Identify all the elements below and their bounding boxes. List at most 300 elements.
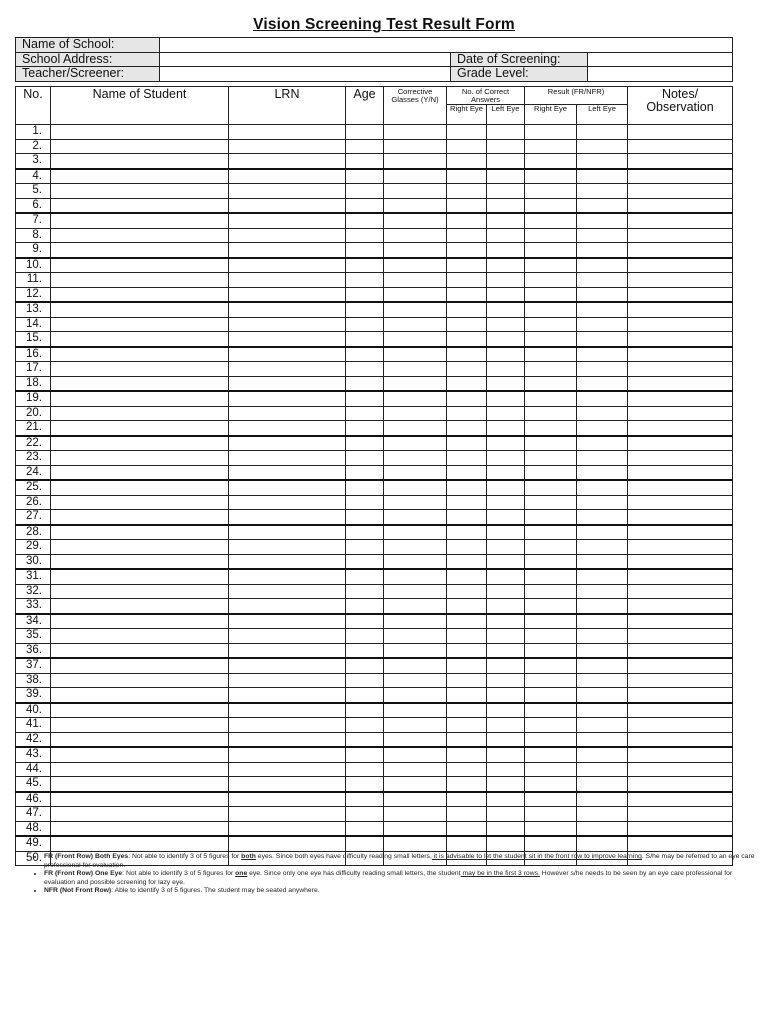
notes-cell[interactable] bbox=[628, 792, 733, 807]
lrn-cell[interactable] bbox=[229, 673, 346, 688]
name-cell[interactable] bbox=[51, 614, 229, 629]
answers-right-cell[interactable] bbox=[447, 495, 487, 510]
answers-left-cell[interactable] bbox=[487, 154, 525, 169]
result-left-cell[interactable] bbox=[577, 584, 628, 599]
lrn-cell[interactable] bbox=[229, 139, 346, 154]
lrn-cell[interactable] bbox=[229, 703, 346, 718]
result-right-cell[interactable] bbox=[525, 391, 577, 406]
answers-left-cell[interactable] bbox=[487, 658, 525, 673]
answers-right-cell[interactable] bbox=[447, 584, 487, 599]
lrn-cell[interactable] bbox=[229, 525, 346, 540]
glasses-cell[interactable] bbox=[384, 747, 447, 762]
answers-right-cell[interactable] bbox=[447, 465, 487, 480]
age-cell[interactable] bbox=[346, 510, 384, 525]
notes-cell[interactable] bbox=[628, 154, 733, 169]
lrn-cell[interactable] bbox=[229, 362, 346, 377]
name-cell[interactable] bbox=[51, 198, 229, 213]
name-cell[interactable] bbox=[51, 169, 229, 184]
answers-right-cell[interactable] bbox=[447, 658, 487, 673]
result-right-cell[interactable] bbox=[525, 688, 577, 703]
result-left-cell[interactable] bbox=[577, 184, 628, 199]
name-cell[interactable] bbox=[51, 673, 229, 688]
age-cell[interactable] bbox=[346, 139, 384, 154]
glasses-cell[interactable] bbox=[384, 525, 447, 540]
result-left-cell[interactable] bbox=[577, 540, 628, 555]
result-right-cell[interactable] bbox=[525, 732, 577, 747]
result-right-cell[interactable] bbox=[525, 658, 577, 673]
result-left-cell[interactable] bbox=[577, 569, 628, 584]
name-cell[interactable] bbox=[51, 525, 229, 540]
result-right-cell[interactable] bbox=[525, 465, 577, 480]
answers-left-cell[interactable] bbox=[487, 421, 525, 436]
answers-right-cell[interactable] bbox=[447, 184, 487, 199]
glasses-cell[interactable] bbox=[384, 139, 447, 154]
age-cell[interactable] bbox=[346, 421, 384, 436]
answers-left-cell[interactable] bbox=[487, 688, 525, 703]
answers-left-cell[interactable] bbox=[487, 332, 525, 347]
name-cell[interactable] bbox=[51, 154, 229, 169]
name-cell[interactable] bbox=[51, 125, 229, 140]
result-left-cell[interactable] bbox=[577, 732, 628, 747]
lrn-cell[interactable] bbox=[229, 732, 346, 747]
answers-right-cell[interactable] bbox=[447, 777, 487, 792]
result-left-cell[interactable] bbox=[577, 525, 628, 540]
lrn-cell[interactable] bbox=[229, 643, 346, 658]
result-left-cell[interactable] bbox=[577, 243, 628, 258]
result-left-cell[interactable] bbox=[577, 347, 628, 362]
answers-left-cell[interactable] bbox=[487, 599, 525, 614]
age-cell[interactable] bbox=[346, 480, 384, 495]
answers-right-cell[interactable] bbox=[447, 125, 487, 140]
answers-right-cell[interactable] bbox=[447, 703, 487, 718]
age-cell[interactable] bbox=[346, 391, 384, 406]
answers-right-cell[interactable] bbox=[447, 762, 487, 777]
age-cell[interactable] bbox=[346, 554, 384, 569]
age-cell[interactable] bbox=[346, 154, 384, 169]
answers-left-cell[interactable] bbox=[487, 718, 525, 733]
lrn-cell[interactable] bbox=[229, 480, 346, 495]
glasses-cell[interactable] bbox=[384, 540, 447, 555]
answers-right-cell[interactable] bbox=[447, 436, 487, 451]
answers-left-cell[interactable] bbox=[487, 139, 525, 154]
result-right-cell[interactable] bbox=[525, 317, 577, 332]
glasses-cell[interactable] bbox=[384, 673, 447, 688]
date-of-screening-field[interactable] bbox=[588, 52, 733, 67]
result-left-cell[interactable] bbox=[577, 273, 628, 288]
result-right-cell[interactable] bbox=[525, 184, 577, 199]
result-right-cell[interactable] bbox=[525, 762, 577, 777]
answers-left-cell[interactable] bbox=[487, 554, 525, 569]
glasses-cell[interactable] bbox=[384, 362, 447, 377]
notes-cell[interactable] bbox=[628, 451, 733, 466]
answers-right-cell[interactable] bbox=[447, 332, 487, 347]
name-cell[interactable] bbox=[51, 258, 229, 273]
notes-cell[interactable] bbox=[628, 169, 733, 184]
result-right-cell[interactable] bbox=[525, 643, 577, 658]
answers-left-cell[interactable] bbox=[487, 480, 525, 495]
glasses-cell[interactable] bbox=[384, 213, 447, 228]
result-right-cell[interactable] bbox=[525, 139, 577, 154]
name-cell[interactable] bbox=[51, 658, 229, 673]
answers-right-cell[interactable] bbox=[447, 198, 487, 213]
name-cell[interactable] bbox=[51, 302, 229, 317]
answers-right-cell[interactable] bbox=[447, 673, 487, 688]
age-cell[interactable] bbox=[346, 302, 384, 317]
teacher-screener-field[interactable] bbox=[160, 67, 451, 82]
lrn-cell[interactable] bbox=[229, 406, 346, 421]
notes-cell[interactable] bbox=[628, 584, 733, 599]
name-cell[interactable] bbox=[51, 584, 229, 599]
notes-cell[interactable] bbox=[628, 480, 733, 495]
result-right-cell[interactable] bbox=[525, 777, 577, 792]
answers-right-cell[interactable] bbox=[447, 718, 487, 733]
name-cell[interactable] bbox=[51, 228, 229, 243]
age-cell[interactable] bbox=[346, 614, 384, 629]
name-cell[interactable] bbox=[51, 391, 229, 406]
notes-cell[interactable] bbox=[628, 347, 733, 362]
result-left-cell[interactable] bbox=[577, 451, 628, 466]
result-right-cell[interactable] bbox=[525, 792, 577, 807]
answers-right-cell[interactable] bbox=[447, 421, 487, 436]
result-left-cell[interactable] bbox=[577, 376, 628, 391]
grade-level-field[interactable] bbox=[588, 67, 733, 82]
result-left-cell[interactable] bbox=[577, 836, 628, 851]
age-cell[interactable] bbox=[346, 332, 384, 347]
glasses-cell[interactable] bbox=[384, 332, 447, 347]
answers-right-cell[interactable] bbox=[447, 169, 487, 184]
name-cell[interactable] bbox=[51, 376, 229, 391]
answers-right-cell[interactable] bbox=[447, 643, 487, 658]
answers-left-cell[interactable] bbox=[487, 213, 525, 228]
result-left-cell[interactable] bbox=[577, 213, 628, 228]
lrn-cell[interactable] bbox=[229, 258, 346, 273]
answers-left-cell[interactable] bbox=[487, 777, 525, 792]
lrn-cell[interactable] bbox=[229, 243, 346, 258]
result-left-cell[interactable] bbox=[577, 480, 628, 495]
name-cell[interactable] bbox=[51, 451, 229, 466]
answers-left-cell[interactable] bbox=[487, 243, 525, 258]
name-cell[interactable] bbox=[51, 510, 229, 525]
answers-right-cell[interactable] bbox=[447, 569, 487, 584]
notes-cell[interactable] bbox=[628, 718, 733, 733]
notes-cell[interactable] bbox=[628, 807, 733, 822]
glasses-cell[interactable] bbox=[384, 658, 447, 673]
age-cell[interactable] bbox=[346, 169, 384, 184]
lrn-cell[interactable] bbox=[229, 510, 346, 525]
answers-left-cell[interactable] bbox=[487, 629, 525, 644]
answers-left-cell[interactable] bbox=[487, 376, 525, 391]
glasses-cell[interactable] bbox=[384, 376, 447, 391]
notes-cell[interactable] bbox=[628, 540, 733, 555]
result-left-cell[interactable] bbox=[577, 362, 628, 377]
glasses-cell[interactable] bbox=[384, 287, 447, 302]
result-right-cell[interactable] bbox=[525, 154, 577, 169]
notes-cell[interactable] bbox=[628, 673, 733, 688]
age-cell[interactable] bbox=[346, 465, 384, 480]
lrn-cell[interactable] bbox=[229, 688, 346, 703]
glasses-cell[interactable] bbox=[384, 510, 447, 525]
answers-right-cell[interactable] bbox=[447, 317, 487, 332]
notes-cell[interactable] bbox=[628, 376, 733, 391]
result-right-cell[interactable] bbox=[525, 332, 577, 347]
lrn-cell[interactable] bbox=[229, 836, 346, 851]
age-cell[interactable] bbox=[346, 718, 384, 733]
name-cell[interactable] bbox=[51, 273, 229, 288]
notes-cell[interactable] bbox=[628, 495, 733, 510]
answers-right-cell[interactable] bbox=[447, 362, 487, 377]
result-left-cell[interactable] bbox=[577, 391, 628, 406]
result-left-cell[interactable] bbox=[577, 495, 628, 510]
answers-left-cell[interactable] bbox=[487, 540, 525, 555]
glasses-cell[interactable] bbox=[384, 273, 447, 288]
answers-left-cell[interactable] bbox=[487, 317, 525, 332]
notes-cell[interactable] bbox=[628, 688, 733, 703]
notes-cell[interactable] bbox=[628, 198, 733, 213]
age-cell[interactable] bbox=[346, 228, 384, 243]
glasses-cell[interactable] bbox=[384, 258, 447, 273]
name-cell[interactable] bbox=[51, 243, 229, 258]
result-right-cell[interactable] bbox=[525, 584, 577, 599]
answers-left-cell[interactable] bbox=[487, 525, 525, 540]
glasses-cell[interactable] bbox=[384, 347, 447, 362]
answers-left-cell[interactable] bbox=[487, 228, 525, 243]
answers-left-cell[interactable] bbox=[487, 436, 525, 451]
answers-right-cell[interactable] bbox=[447, 213, 487, 228]
result-right-cell[interactable] bbox=[525, 554, 577, 569]
glasses-cell[interactable] bbox=[384, 317, 447, 332]
age-cell[interactable] bbox=[346, 362, 384, 377]
glasses-cell[interactable] bbox=[384, 184, 447, 199]
result-right-cell[interactable] bbox=[525, 821, 577, 836]
answers-left-cell[interactable] bbox=[487, 510, 525, 525]
age-cell[interactable] bbox=[346, 213, 384, 228]
glasses-cell[interactable] bbox=[384, 688, 447, 703]
lrn-cell[interactable] bbox=[229, 451, 346, 466]
notes-cell[interactable] bbox=[628, 836, 733, 851]
name-cell[interactable] bbox=[51, 347, 229, 362]
result-right-cell[interactable] bbox=[525, 213, 577, 228]
result-left-cell[interactable] bbox=[577, 718, 628, 733]
answers-left-cell[interactable] bbox=[487, 614, 525, 629]
answers-right-cell[interactable] bbox=[447, 540, 487, 555]
lrn-cell[interactable] bbox=[229, 807, 346, 822]
notes-cell[interactable] bbox=[628, 243, 733, 258]
result-left-cell[interactable] bbox=[577, 287, 628, 302]
answers-right-cell[interactable] bbox=[447, 836, 487, 851]
notes-cell[interactable] bbox=[628, 599, 733, 614]
result-right-cell[interactable] bbox=[525, 629, 577, 644]
notes-cell[interactable] bbox=[628, 362, 733, 377]
result-left-cell[interactable] bbox=[577, 406, 628, 421]
result-right-cell[interactable] bbox=[525, 480, 577, 495]
glasses-cell[interactable] bbox=[384, 198, 447, 213]
result-left-cell[interactable] bbox=[577, 332, 628, 347]
answers-left-cell[interactable] bbox=[487, 836, 525, 851]
answers-right-cell[interactable] bbox=[447, 258, 487, 273]
glasses-cell[interactable] bbox=[384, 807, 447, 822]
name-cell[interactable] bbox=[51, 540, 229, 555]
age-cell[interactable] bbox=[346, 273, 384, 288]
lrn-cell[interactable] bbox=[229, 762, 346, 777]
notes-cell[interactable] bbox=[628, 510, 733, 525]
result-left-cell[interactable] bbox=[577, 821, 628, 836]
result-left-cell[interactable] bbox=[577, 139, 628, 154]
glasses-cell[interactable] bbox=[384, 228, 447, 243]
age-cell[interactable] bbox=[346, 540, 384, 555]
answers-right-cell[interactable] bbox=[447, 629, 487, 644]
answers-right-cell[interactable] bbox=[447, 228, 487, 243]
answers-left-cell[interactable] bbox=[487, 362, 525, 377]
result-right-cell[interactable] bbox=[525, 362, 577, 377]
notes-cell[interactable] bbox=[628, 184, 733, 199]
lrn-cell[interactable] bbox=[229, 584, 346, 599]
notes-cell[interactable] bbox=[628, 125, 733, 140]
answers-left-cell[interactable] bbox=[487, 762, 525, 777]
glasses-cell[interactable] bbox=[384, 391, 447, 406]
name-cell[interactable] bbox=[51, 703, 229, 718]
result-left-cell[interactable] bbox=[577, 807, 628, 822]
name-cell[interactable] bbox=[51, 732, 229, 747]
glasses-cell[interactable] bbox=[384, 718, 447, 733]
result-right-cell[interactable] bbox=[525, 510, 577, 525]
result-left-cell[interactable] bbox=[577, 688, 628, 703]
answers-right-cell[interactable] bbox=[447, 273, 487, 288]
result-right-cell[interactable] bbox=[525, 436, 577, 451]
answers-left-cell[interactable] bbox=[487, 125, 525, 140]
result-right-cell[interactable] bbox=[525, 495, 577, 510]
answers-right-cell[interactable] bbox=[447, 391, 487, 406]
name-cell[interactable] bbox=[51, 762, 229, 777]
lrn-cell[interactable] bbox=[229, 228, 346, 243]
answers-right-cell[interactable] bbox=[447, 510, 487, 525]
age-cell[interactable] bbox=[346, 125, 384, 140]
result-left-cell[interactable] bbox=[577, 169, 628, 184]
answers-right-cell[interactable] bbox=[447, 376, 487, 391]
age-cell[interactable] bbox=[346, 317, 384, 332]
age-cell[interactable] bbox=[346, 243, 384, 258]
glasses-cell[interactable] bbox=[384, 836, 447, 851]
answers-left-cell[interactable] bbox=[487, 347, 525, 362]
answers-right-cell[interactable] bbox=[447, 599, 487, 614]
answers-right-cell[interactable] bbox=[447, 732, 487, 747]
answers-right-cell[interactable] bbox=[447, 554, 487, 569]
name-cell[interactable] bbox=[51, 465, 229, 480]
glasses-cell[interactable] bbox=[384, 614, 447, 629]
answers-left-cell[interactable] bbox=[487, 302, 525, 317]
glasses-cell[interactable] bbox=[384, 495, 447, 510]
result-left-cell[interactable] bbox=[577, 302, 628, 317]
result-left-cell[interactable] bbox=[577, 154, 628, 169]
name-cell[interactable] bbox=[51, 436, 229, 451]
answers-left-cell[interactable] bbox=[487, 569, 525, 584]
name-cell[interactable] bbox=[51, 569, 229, 584]
glasses-cell[interactable] bbox=[384, 569, 447, 584]
result-right-cell[interactable] bbox=[525, 525, 577, 540]
result-right-cell[interactable] bbox=[525, 347, 577, 362]
glasses-cell[interactable] bbox=[384, 732, 447, 747]
result-right-cell[interactable] bbox=[525, 243, 577, 258]
age-cell[interactable] bbox=[346, 732, 384, 747]
notes-cell[interactable] bbox=[628, 777, 733, 792]
answers-right-cell[interactable] bbox=[447, 821, 487, 836]
notes-cell[interactable] bbox=[628, 703, 733, 718]
result-right-cell[interactable] bbox=[525, 302, 577, 317]
result-left-cell[interactable] bbox=[577, 762, 628, 777]
age-cell[interactable] bbox=[346, 287, 384, 302]
answers-right-cell[interactable] bbox=[447, 287, 487, 302]
result-left-cell[interactable] bbox=[577, 317, 628, 332]
result-left-cell[interactable] bbox=[577, 510, 628, 525]
answers-left-cell[interactable] bbox=[487, 169, 525, 184]
name-cell[interactable] bbox=[51, 362, 229, 377]
answers-left-cell[interactable] bbox=[487, 198, 525, 213]
result-left-cell[interactable] bbox=[577, 792, 628, 807]
age-cell[interactable] bbox=[346, 347, 384, 362]
answers-left-cell[interactable] bbox=[487, 273, 525, 288]
answers-right-cell[interactable] bbox=[447, 792, 487, 807]
result-right-cell[interactable] bbox=[525, 718, 577, 733]
glasses-cell[interactable] bbox=[384, 554, 447, 569]
name-cell[interactable] bbox=[51, 317, 229, 332]
age-cell[interactable] bbox=[346, 258, 384, 273]
name-cell[interactable] bbox=[51, 718, 229, 733]
name-cell[interactable] bbox=[51, 807, 229, 822]
glasses-cell[interactable] bbox=[384, 777, 447, 792]
notes-cell[interactable] bbox=[628, 391, 733, 406]
result-right-cell[interactable] bbox=[525, 747, 577, 762]
lrn-cell[interactable] bbox=[229, 421, 346, 436]
notes-cell[interactable] bbox=[628, 258, 733, 273]
glasses-cell[interactable] bbox=[384, 584, 447, 599]
answers-right-cell[interactable] bbox=[447, 807, 487, 822]
result-left-cell[interactable] bbox=[577, 658, 628, 673]
name-cell[interactable] bbox=[51, 495, 229, 510]
lrn-cell[interactable] bbox=[229, 317, 346, 332]
age-cell[interactable] bbox=[346, 525, 384, 540]
age-cell[interactable] bbox=[346, 495, 384, 510]
glasses-cell[interactable] bbox=[384, 762, 447, 777]
result-left-cell[interactable] bbox=[577, 198, 628, 213]
lrn-cell[interactable] bbox=[229, 569, 346, 584]
result-left-cell[interactable] bbox=[577, 228, 628, 243]
name-cell[interactable] bbox=[51, 836, 229, 851]
glasses-cell[interactable] bbox=[384, 125, 447, 140]
answers-left-cell[interactable] bbox=[487, 451, 525, 466]
lrn-cell[interactable] bbox=[229, 821, 346, 836]
name-cell[interactable] bbox=[51, 480, 229, 495]
answers-left-cell[interactable] bbox=[487, 406, 525, 421]
age-cell[interactable] bbox=[346, 821, 384, 836]
notes-cell[interactable] bbox=[628, 287, 733, 302]
notes-cell[interactable] bbox=[628, 629, 733, 644]
name-cell[interactable] bbox=[51, 421, 229, 436]
name-cell[interactable] bbox=[51, 629, 229, 644]
lrn-cell[interactable] bbox=[229, 376, 346, 391]
age-cell[interactable] bbox=[346, 198, 384, 213]
glasses-cell[interactable] bbox=[384, 465, 447, 480]
name-cell[interactable] bbox=[51, 821, 229, 836]
glasses-cell[interactable] bbox=[384, 169, 447, 184]
age-cell[interactable] bbox=[346, 673, 384, 688]
age-cell[interactable] bbox=[346, 599, 384, 614]
result-right-cell[interactable] bbox=[525, 421, 577, 436]
result-left-cell[interactable] bbox=[577, 629, 628, 644]
answers-right-cell[interactable] bbox=[447, 614, 487, 629]
age-cell[interactable] bbox=[346, 406, 384, 421]
notes-cell[interactable] bbox=[628, 569, 733, 584]
notes-cell[interactable] bbox=[628, 406, 733, 421]
lrn-cell[interactable] bbox=[229, 287, 346, 302]
